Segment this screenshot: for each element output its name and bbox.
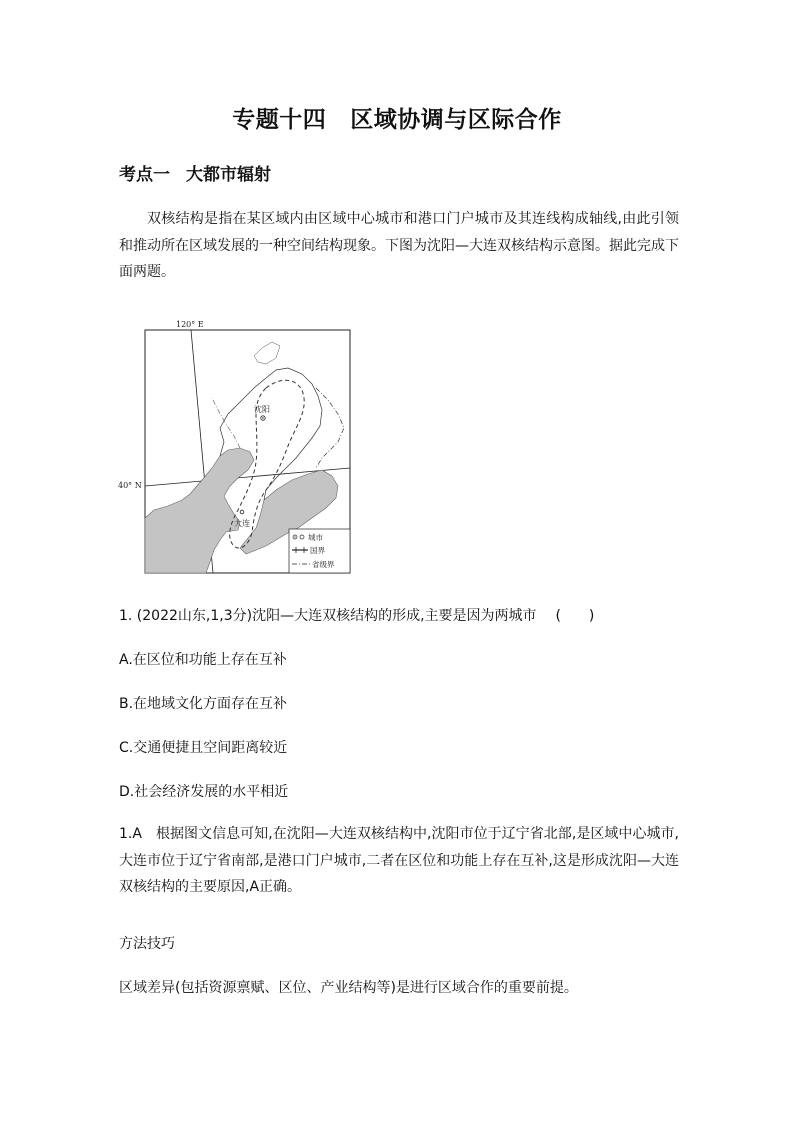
section-part2: 大都市辐射 bbox=[186, 165, 271, 185]
method-heading: 方法技巧 bbox=[119, 936, 175, 952]
section-part1: 考点一 bbox=[119, 165, 170, 185]
city-marker-shenyang-dot bbox=[262, 417, 263, 418]
option-a[interactable]: A.在区位和功能上存在互补 bbox=[119, 652, 287, 668]
provincial-border bbox=[212, 398, 240, 448]
question-stem bbox=[119, 605, 594, 625]
legend-city: 城市 bbox=[308, 533, 323, 542]
lat-label: 40° N bbox=[118, 481, 142, 490]
section-heading bbox=[119, 160, 271, 185]
page-title bbox=[0, 101, 794, 134]
border-fragment bbox=[254, 342, 280, 364]
title-part2: 区域协调与区际合作 bbox=[350, 107, 562, 133]
question-text: 1. (2022山东,1,3分)沈阳—大连双核结构的形成,主要是因为两城市 bbox=[119, 608, 537, 624]
answer-bracket: ( ) bbox=[555, 608, 595, 624]
city-label-shenyang: 沈阳 bbox=[254, 405, 270, 414]
answer-explanation bbox=[119, 821, 679, 901]
option-b[interactable]: B.在地域文化方面存在互补 bbox=[119, 696, 288, 712]
national-border bbox=[316, 388, 344, 468]
legend-national: 国界 bbox=[310, 546, 325, 555]
option-d[interactable]: D.社会经济发展的水平相近 bbox=[119, 784, 289, 800]
city-label-dalian: 大连 bbox=[234, 519, 250, 528]
intro-paragraph: 双核结构是指在某区域内由区域中心城市和港口门户城市及其连线构成轴线,由此引领和推动所在区域发展的一种空间结构现象。下图为沈阳—大连双核结构示意图。据此完成下面两题。 bbox=[119, 211, 679, 280]
legend-provincial: 省级界 bbox=[312, 560, 335, 569]
lon-label: 120° E bbox=[176, 320, 204, 329]
shenyang-dalian-map bbox=[116, 318, 354, 578]
option-c[interactable]: C.交通便捷且空间距离较近 bbox=[119, 740, 288, 756]
city-marker-dalian bbox=[240, 510, 244, 514]
method-text: 区域差异(包括资源禀赋、区位、产业结构等)是进行区域合作的重要前提。 bbox=[119, 980, 578, 996]
answer-text: 根据图文信息可知,在沈阳—大连双核结构中,沈阳市位于辽宁省北部,是区域中心城市,大连市位于辽宁省南部,是港口门户城市,二者在区位和功能上存在互补,这是形成沈阳—大连双核结构的主要原因,A正确。 bbox=[119, 826, 679, 895]
answer-label: 1.A bbox=[119, 826, 142, 842]
title-part1: 专题十四 bbox=[232, 107, 327, 133]
